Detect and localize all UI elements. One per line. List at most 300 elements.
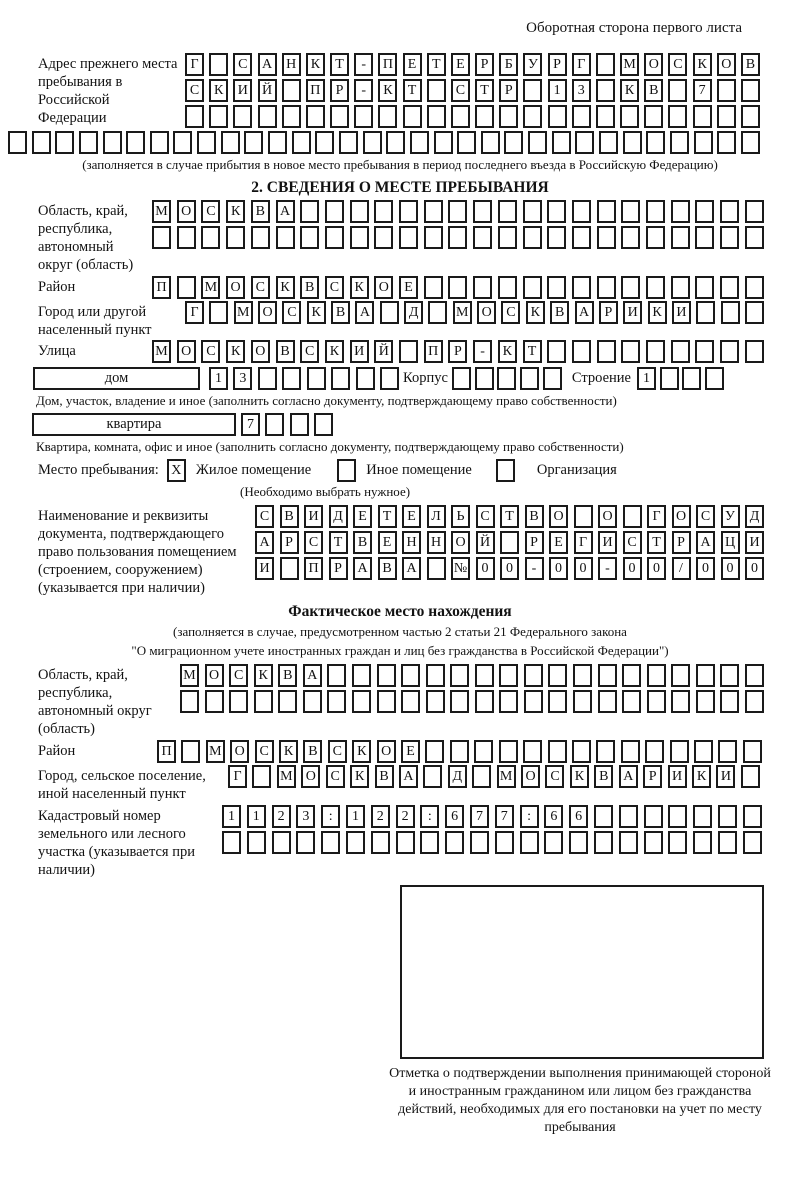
char-box[interactable] — [498, 276, 517, 299]
char-box[interactable]: Е — [378, 531, 397, 554]
char-box[interactable]: Н — [282, 53, 301, 76]
char-box[interactable] — [720, 690, 739, 713]
char-box[interactable]: И — [233, 79, 252, 102]
char-box[interactable] — [745, 226, 764, 249]
char-box[interactable]: - — [354, 53, 373, 76]
char-box[interactable] — [572, 105, 591, 128]
char-box[interactable] — [226, 226, 245, 249]
char-box[interactable] — [420, 831, 439, 854]
char-box[interactable] — [645, 740, 664, 763]
char-box[interactable]: 1 — [222, 805, 241, 828]
char-box[interactable] — [621, 226, 640, 249]
char-box[interactable]: Ь — [451, 505, 470, 528]
char-box[interactable] — [523, 200, 542, 223]
char-box[interactable] — [696, 301, 715, 324]
char-box[interactable]: О — [598, 505, 617, 528]
char-box[interactable] — [254, 690, 273, 713]
char-box[interactable]: Е — [549, 531, 568, 554]
char-box[interactable] — [222, 831, 241, 854]
char-box[interactable]: П — [304, 557, 323, 580]
char-box[interactable] — [399, 340, 418, 363]
char-box[interactable] — [594, 831, 613, 854]
char-box[interactable] — [572, 226, 591, 249]
char-box[interactable] — [327, 664, 346, 687]
char-box[interactable]: С — [251, 276, 270, 299]
char-box[interactable]: С — [255, 505, 274, 528]
char-box[interactable] — [197, 131, 216, 154]
char-box[interactable] — [500, 531, 519, 554]
char-box[interactable] — [646, 276, 665, 299]
char-box[interactable]: / — [672, 557, 691, 580]
char-box[interactable] — [693, 831, 712, 854]
char-box[interactable]: С — [201, 340, 220, 363]
char-box[interactable]: М — [152, 200, 171, 223]
char-box[interactable] — [598, 690, 617, 713]
char-box[interactable]: : — [321, 805, 340, 828]
char-box[interactable]: Ц — [721, 531, 740, 554]
char-box[interactable] — [528, 131, 547, 154]
char-box[interactable] — [668, 831, 687, 854]
char-box[interactable]: К — [306, 53, 325, 76]
char-box[interactable] — [695, 200, 714, 223]
char-box[interactable] — [378, 105, 397, 128]
char-box[interactable]: К — [693, 53, 712, 76]
char-box[interactable] — [575, 131, 594, 154]
char-box[interactable]: К — [279, 740, 298, 763]
char-box[interactable]: С — [326, 765, 345, 788]
char-box[interactable]: И — [672, 301, 691, 324]
char-box[interactable] — [569, 831, 588, 854]
char-box[interactable]: И — [623, 301, 642, 324]
char-box[interactable]: С — [185, 79, 204, 102]
char-box[interactable]: М — [277, 765, 296, 788]
char-box[interactable] — [410, 131, 429, 154]
char-box[interactable]: Р — [499, 79, 518, 102]
char-box[interactable]: К — [350, 765, 369, 788]
char-box[interactable] — [671, 226, 690, 249]
char-box[interactable]: П — [306, 79, 325, 102]
char-box[interactable]: С — [501, 301, 520, 324]
char-box[interactable]: В — [303, 740, 322, 763]
char-box[interactable] — [181, 740, 200, 763]
char-box[interactable] — [374, 226, 393, 249]
char-box[interactable] — [547, 276, 566, 299]
char-box[interactable] — [741, 79, 760, 102]
char-box[interactable] — [457, 131, 476, 154]
char-box[interactable] — [720, 664, 739, 687]
char-box[interactable]: И — [304, 505, 323, 528]
char-box[interactable] — [547, 200, 566, 223]
char-box[interactable]: Р — [643, 765, 662, 788]
char-box[interactable] — [647, 664, 666, 687]
char-box[interactable]: О — [549, 505, 568, 528]
char-box[interactable]: Д — [745, 505, 764, 528]
char-box[interactable]: Й — [258, 79, 277, 102]
char-box[interactable]: С — [545, 765, 564, 788]
char-box[interactable] — [307, 367, 326, 390]
char-box[interactable] — [399, 200, 418, 223]
char-box[interactable] — [660, 367, 679, 390]
checkbox-other-premise[interactable] — [337, 459, 356, 482]
char-box[interactable] — [547, 226, 566, 249]
char-box[interactable]: А — [402, 557, 421, 580]
char-box[interactable]: М — [206, 740, 225, 763]
char-box[interactable] — [278, 690, 297, 713]
char-box[interactable]: А — [399, 765, 418, 788]
char-box[interactable] — [597, 276, 616, 299]
char-box[interactable]: Т — [647, 531, 666, 554]
char-box[interactable] — [741, 105, 760, 128]
char-box[interactable] — [209, 301, 228, 324]
char-box[interactable] — [495, 831, 514, 854]
char-box[interactable] — [705, 367, 724, 390]
char-box[interactable] — [350, 200, 369, 223]
char-box[interactable] — [523, 79, 542, 102]
char-box[interactable] — [321, 831, 340, 854]
char-box[interactable] — [450, 664, 469, 687]
char-box[interactable] — [363, 131, 382, 154]
char-box[interactable] — [670, 131, 689, 154]
char-box[interactable] — [552, 131, 571, 154]
char-box[interactable]: Т — [378, 505, 397, 528]
char-box[interactable] — [434, 131, 453, 154]
char-box[interactable] — [572, 740, 591, 763]
char-box[interactable]: К — [498, 340, 517, 363]
checkbox-residential[interactable]: X — [167, 459, 186, 482]
char-box[interactable] — [668, 79, 687, 102]
char-box[interactable] — [352, 664, 371, 687]
char-box[interactable]: В — [378, 557, 397, 580]
char-box[interactable] — [644, 831, 663, 854]
char-box[interactable]: 2 — [272, 805, 291, 828]
char-box[interactable]: Р — [599, 301, 618, 324]
char-box[interactable]: К — [378, 79, 397, 102]
char-box[interactable]: С — [325, 276, 344, 299]
char-box[interactable]: Р — [475, 53, 494, 76]
char-box[interactable]: О — [377, 740, 396, 763]
char-box[interactable]: Р — [330, 79, 349, 102]
char-box[interactable]: В — [594, 765, 613, 788]
char-box[interactable] — [450, 740, 469, 763]
char-box[interactable] — [475, 105, 494, 128]
char-box[interactable] — [448, 226, 467, 249]
char-box[interactable]: С — [476, 505, 495, 528]
char-box[interactable]: 6 — [445, 805, 464, 828]
char-box[interactable] — [646, 226, 665, 249]
char-box[interactable] — [497, 367, 516, 390]
char-box[interactable] — [427, 79, 446, 102]
char-box[interactable] — [282, 79, 301, 102]
char-box[interactable] — [694, 740, 713, 763]
char-box[interactable]: И — [255, 557, 274, 580]
char-box[interactable]: К — [648, 301, 667, 324]
char-box[interactable]: Г — [228, 765, 247, 788]
char-box[interactable] — [543, 367, 562, 390]
char-box[interactable] — [475, 690, 494, 713]
char-box[interactable]: О — [451, 531, 470, 554]
char-box[interactable]: Т — [475, 79, 494, 102]
char-box[interactable]: И — [716, 765, 735, 788]
char-box[interactable]: С — [300, 340, 319, 363]
char-box[interactable] — [499, 105, 518, 128]
char-box[interactable]: С — [255, 740, 274, 763]
char-box[interactable] — [473, 200, 492, 223]
char-box[interactable]: 0 — [745, 557, 764, 580]
char-box[interactable] — [306, 105, 325, 128]
char-box[interactable]: М — [201, 276, 220, 299]
char-box[interactable]: 6 — [569, 805, 588, 828]
char-box[interactable] — [380, 367, 399, 390]
char-box[interactable]: 0 — [696, 557, 715, 580]
char-box[interactable]: У — [523, 53, 542, 76]
char-box[interactable] — [619, 805, 638, 828]
char-box[interactable]: А — [696, 531, 715, 554]
char-box[interactable] — [621, 200, 640, 223]
char-box[interactable] — [745, 340, 764, 363]
char-box[interactable] — [426, 690, 445, 713]
char-box[interactable] — [380, 301, 399, 324]
char-box[interactable] — [354, 105, 373, 128]
char-box[interactable] — [597, 200, 616, 223]
char-box[interactable]: Б — [499, 53, 518, 76]
char-box[interactable]: М — [180, 664, 199, 687]
char-box[interactable]: Е — [403, 53, 422, 76]
char-box[interactable] — [427, 105, 446, 128]
char-box[interactable]: С — [304, 531, 323, 554]
char-box[interactable]: О — [230, 740, 249, 763]
char-box[interactable] — [668, 805, 687, 828]
char-box[interactable]: А — [619, 765, 638, 788]
char-box[interactable]: И — [350, 340, 369, 363]
char-box[interactable]: К — [307, 301, 326, 324]
char-box[interactable]: О — [717, 53, 736, 76]
char-box[interactable]: Т — [403, 79, 422, 102]
char-box[interactable]: А — [575, 301, 594, 324]
char-box[interactable]: О — [177, 200, 196, 223]
char-box[interactable]: К — [692, 765, 711, 788]
char-box[interactable] — [743, 740, 762, 763]
char-box[interactable] — [205, 690, 224, 713]
char-box[interactable] — [720, 276, 739, 299]
char-box[interactable] — [282, 367, 301, 390]
char-box[interactable] — [244, 131, 263, 154]
char-box[interactable] — [346, 831, 365, 854]
char-box[interactable]: Г — [185, 301, 204, 324]
char-box[interactable]: Д — [448, 765, 467, 788]
char-box[interactable]: 0 — [500, 557, 519, 580]
char-box[interactable] — [573, 690, 592, 713]
char-box[interactable]: К — [276, 276, 295, 299]
char-box[interactable]: К — [254, 664, 273, 687]
char-box[interactable]: Р — [280, 531, 299, 554]
char-box[interactable] — [247, 831, 266, 854]
char-box[interactable] — [399, 226, 418, 249]
char-box[interactable] — [524, 690, 543, 713]
char-box[interactable] — [445, 831, 464, 854]
char-box[interactable] — [693, 105, 712, 128]
char-box[interactable] — [717, 79, 736, 102]
char-box[interactable] — [475, 367, 494, 390]
char-box[interactable] — [621, 740, 640, 763]
char-box[interactable] — [695, 226, 714, 249]
char-box[interactable] — [597, 226, 616, 249]
char-box[interactable] — [229, 690, 248, 713]
char-box[interactable] — [428, 301, 447, 324]
char-box[interactable] — [209, 53, 228, 76]
checkbox-organization[interactable] — [496, 459, 515, 482]
char-box[interactable] — [55, 131, 74, 154]
char-box[interactable] — [646, 131, 665, 154]
char-box[interactable]: К — [570, 765, 589, 788]
char-box[interactable] — [185, 105, 204, 128]
char-box[interactable]: М — [453, 301, 472, 324]
char-box[interactable]: С — [623, 531, 642, 554]
char-box[interactable]: В — [280, 505, 299, 528]
char-box[interactable]: С — [201, 200, 220, 223]
char-box[interactable]: П — [424, 340, 443, 363]
char-box[interactable] — [475, 664, 494, 687]
char-box[interactable]: О — [258, 301, 277, 324]
char-box[interactable] — [721, 301, 740, 324]
char-box[interactable] — [272, 831, 291, 854]
char-box[interactable] — [671, 200, 690, 223]
char-box[interactable] — [671, 340, 690, 363]
char-box[interactable] — [8, 131, 27, 154]
char-box[interactable] — [79, 131, 98, 154]
char-box[interactable]: Е — [402, 505, 421, 528]
char-box[interactable] — [251, 226, 270, 249]
char-box[interactable] — [280, 557, 299, 580]
char-box[interactable] — [356, 367, 375, 390]
char-box[interactable] — [599, 131, 618, 154]
char-box[interactable] — [327, 690, 346, 713]
char-box[interactable]: С — [233, 53, 252, 76]
char-box[interactable] — [152, 226, 171, 249]
char-box[interactable]: С — [451, 79, 470, 102]
char-box[interactable] — [594, 805, 613, 828]
char-box[interactable]: : — [420, 805, 439, 828]
char-box[interactable] — [574, 505, 593, 528]
char-box[interactable]: Г — [572, 53, 591, 76]
char-box[interactable]: Н — [402, 531, 421, 554]
char-box[interactable] — [597, 340, 616, 363]
char-box[interactable] — [718, 831, 737, 854]
char-box[interactable] — [623, 505, 642, 528]
char-box[interactable]: Й — [374, 340, 393, 363]
char-box[interactable] — [300, 226, 319, 249]
char-box[interactable] — [425, 740, 444, 763]
char-box[interactable] — [682, 367, 701, 390]
char-box[interactable] — [314, 413, 333, 436]
char-box[interactable] — [741, 765, 760, 788]
char-box[interactable] — [644, 105, 663, 128]
char-box[interactable] — [695, 276, 714, 299]
char-box[interactable]: В — [276, 340, 295, 363]
char-box[interactable] — [745, 690, 764, 713]
char-box[interactable]: С — [668, 53, 687, 76]
char-box[interactable] — [596, 79, 615, 102]
char-box[interactable]: 2 — [396, 805, 415, 828]
char-box[interactable]: Л — [427, 505, 446, 528]
char-box[interactable]: Е — [401, 740, 420, 763]
char-box[interactable] — [221, 131, 240, 154]
char-box[interactable] — [498, 200, 517, 223]
char-box[interactable] — [544, 831, 563, 854]
char-box[interactable]: О — [205, 664, 224, 687]
char-box[interactable]: А — [255, 531, 274, 554]
char-box[interactable] — [668, 105, 687, 128]
char-box[interactable]: Т — [330, 53, 349, 76]
char-box[interactable] — [644, 805, 663, 828]
char-box[interactable]: В — [278, 664, 297, 687]
char-box[interactable]: У — [721, 505, 740, 528]
char-box[interactable] — [671, 276, 690, 299]
char-box[interactable]: Г — [185, 53, 204, 76]
char-box[interactable]: М — [497, 765, 516, 788]
char-box[interactable]: О — [477, 301, 496, 324]
char-box[interactable]: Е — [353, 505, 372, 528]
char-box[interactable]: 3 — [296, 805, 315, 828]
char-box[interactable] — [352, 690, 371, 713]
char-box[interactable]: Р — [329, 557, 348, 580]
char-box[interactable]: № — [451, 557, 470, 580]
char-box[interactable] — [201, 226, 220, 249]
char-box[interactable] — [572, 200, 591, 223]
char-box[interactable] — [103, 131, 122, 154]
char-box[interactable] — [448, 200, 467, 223]
char-box[interactable]: 1 — [637, 367, 656, 390]
char-box[interactable] — [745, 301, 764, 324]
char-box[interactable] — [745, 200, 764, 223]
char-box[interactable]: К — [325, 340, 344, 363]
char-box[interactable] — [268, 131, 287, 154]
char-box[interactable] — [401, 664, 420, 687]
char-box[interactable]: Т — [500, 505, 519, 528]
char-box[interactable]: М — [234, 301, 253, 324]
char-box[interactable]: 7 — [470, 805, 489, 828]
char-box[interactable]: 1 — [548, 79, 567, 102]
char-box[interactable] — [427, 557, 446, 580]
char-box[interactable] — [596, 740, 615, 763]
char-box[interactable] — [451, 105, 470, 128]
char-box[interactable]: Т — [523, 340, 542, 363]
char-box[interactable]: М — [152, 340, 171, 363]
char-box[interactable]: К — [526, 301, 545, 324]
char-box[interactable]: 0 — [623, 557, 642, 580]
char-box[interactable] — [548, 105, 567, 128]
char-box[interactable]: 7 — [241, 413, 260, 436]
char-box[interactable]: К — [620, 79, 639, 102]
char-box[interactable] — [209, 105, 228, 128]
char-box[interactable]: : — [520, 805, 539, 828]
char-box[interactable]: - — [525, 557, 544, 580]
char-box[interactable] — [233, 105, 252, 128]
char-box[interactable] — [646, 340, 665, 363]
char-box[interactable] — [499, 690, 518, 713]
char-box[interactable] — [426, 664, 445, 687]
char-box[interactable]: К — [226, 200, 245, 223]
char-box[interactable] — [573, 664, 592, 687]
char-box[interactable] — [150, 131, 169, 154]
char-box[interactable] — [386, 131, 405, 154]
char-box[interactable]: 1 — [247, 805, 266, 828]
char-box[interactable] — [282, 105, 301, 128]
char-box[interactable]: И — [745, 531, 764, 554]
char-box[interactable] — [325, 200, 344, 223]
char-box[interactable]: С — [696, 505, 715, 528]
char-box[interactable] — [693, 805, 712, 828]
char-box[interactable]: К — [350, 276, 369, 299]
